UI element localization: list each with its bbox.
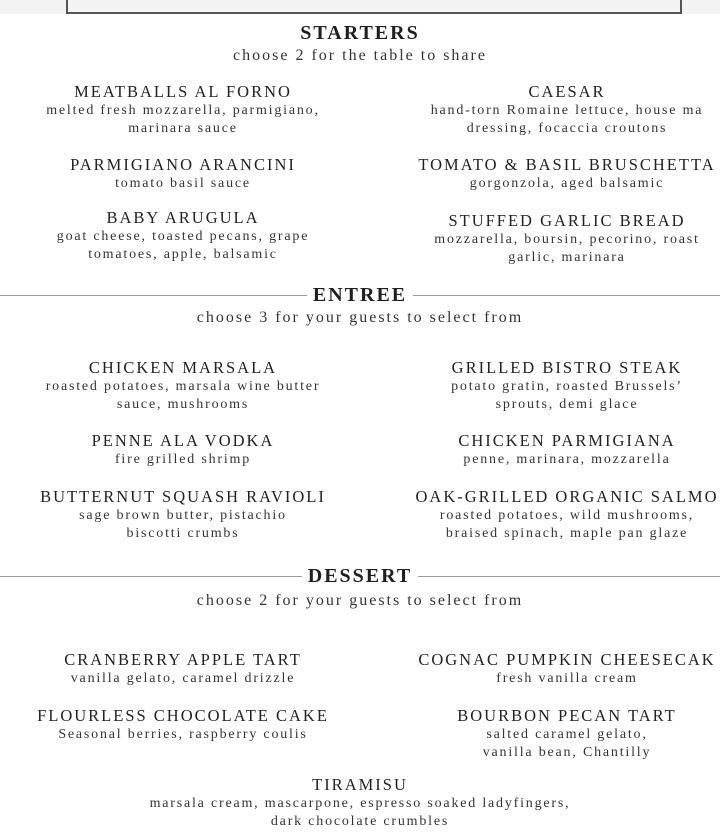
item-name: BUTTERNUT SQUASH RAVIOLI (40, 487, 326, 506)
item-desc: fire grilled shrimp (114, 452, 252, 467)
item-desc: sprouts, demi glace (495, 397, 639, 412)
item-name: COGNAC PUMPKIN CHEESECAK (418, 650, 716, 669)
item-desc: roasted potatoes, marsala wine butter (45, 379, 321, 394)
menu-item (0, 82, 366, 138)
menu-item (0, 775, 720, 831)
item-desc: dressing, focaccia croutons (466, 121, 668, 136)
item-desc: vanilla gelato, caramel drizzle (70, 671, 296, 686)
item-desc: dark chocolate crumbles (270, 814, 450, 829)
menu-item (0, 706, 366, 744)
item-name: OAK-GRILLED ORGANIC SALMO (415, 487, 719, 506)
menu-item (384, 431, 720, 469)
item-name: CHICKEN MARSALA (88, 358, 278, 377)
item-name: STUFFED GARLIC BREAD (448, 211, 686, 230)
item-desc: sage brown butter, pistachio (79, 508, 287, 523)
item-desc: vanilla bean, Chantilly (482, 745, 652, 760)
dessert-subtitle: choose 2 for your guests to select from (196, 592, 524, 609)
item-desc: potato gratin, roasted Brussels’ (451, 379, 683, 394)
item-name: PENNE ALA VODKA (91, 431, 275, 450)
item-desc: tomatoes, apple, balsamic (88, 247, 278, 262)
starters-heading: STARTERS (300, 22, 420, 44)
starters-subtitle: choose 2 for the table to share (233, 47, 487, 64)
item-name: PARMIGIANO ARANCINI (70, 155, 296, 174)
item-name: BABY ARUGULA (106, 208, 260, 227)
dessert-heading: DESSERT (0, 565, 720, 588)
entree-heading: ENTREE (0, 284, 720, 307)
item-name: TIRAMISU (312, 775, 408, 794)
item-desc: melted fresh mozzarella, parmigiano, (46, 103, 320, 118)
item-desc: tomato basil sauce (115, 176, 251, 191)
item-name: FLOURLESS CHOCOLATE CAKE (37, 706, 329, 725)
item-desc: goat cheese, toasted pecans, grape (56, 229, 310, 244)
item-desc: hand-torn Romaine lettuce, house ma (430, 103, 704, 118)
top-frame (66, 0, 682, 14)
item-name: CRANBERRY APPLE TART (64, 650, 302, 669)
item-desc: gorgonzola, aged balsamic (469, 176, 665, 191)
menu-item (384, 211, 720, 267)
menu-item (384, 82, 720, 138)
item-desc: mozzarella, boursin, pecorino, roast (434, 232, 700, 247)
item-desc: marinara sauce (128, 121, 238, 136)
item-name: GRILLED BISTRO STEAK (451, 358, 683, 377)
item-desc: roasted potatoes, wild mushrooms, (439, 508, 695, 523)
item-name: CAESAR (528, 82, 606, 101)
item-desc: marsala cream, mascarpone, espresso soaked ladyfingers, (149, 796, 571, 811)
menu-item (0, 650, 366, 688)
item-desc: garlic, marinara (508, 250, 626, 265)
item-desc: biscotti crumbs (126, 526, 240, 541)
menu-item (0, 431, 366, 469)
menu-item (0, 487, 366, 543)
menu-item (384, 358, 720, 414)
menu-item (384, 155, 720, 193)
item-name: TOMATO & BASIL BRUSCHETTA (418, 155, 716, 174)
menu-item (384, 650, 720, 688)
item-desc: fresh vanilla cream (496, 671, 638, 686)
menu-item (384, 487, 720, 543)
item-desc: braised spinach, maple pan glaze (445, 526, 689, 541)
menu-item (0, 358, 366, 414)
item-desc: salted caramel gelato, (486, 727, 648, 742)
item-desc: penne, marinara, mozzarella (463, 452, 671, 467)
item-name: BOURBON PECAN TART (457, 706, 677, 725)
entree-subtitle: choose 3 for your guests to select from (196, 309, 524, 326)
item-desc: Seasonal berries, raspberry coulis (58, 727, 308, 742)
item-name: CHICKEN PARMIGIANA (458, 431, 676, 450)
menu-item (0, 208, 366, 264)
item-name: MEATBALLS AL FORNO (74, 82, 292, 101)
item-desc: sauce, mushrooms (116, 397, 250, 412)
menu-item (384, 706, 720, 762)
menu-item (0, 155, 366, 193)
